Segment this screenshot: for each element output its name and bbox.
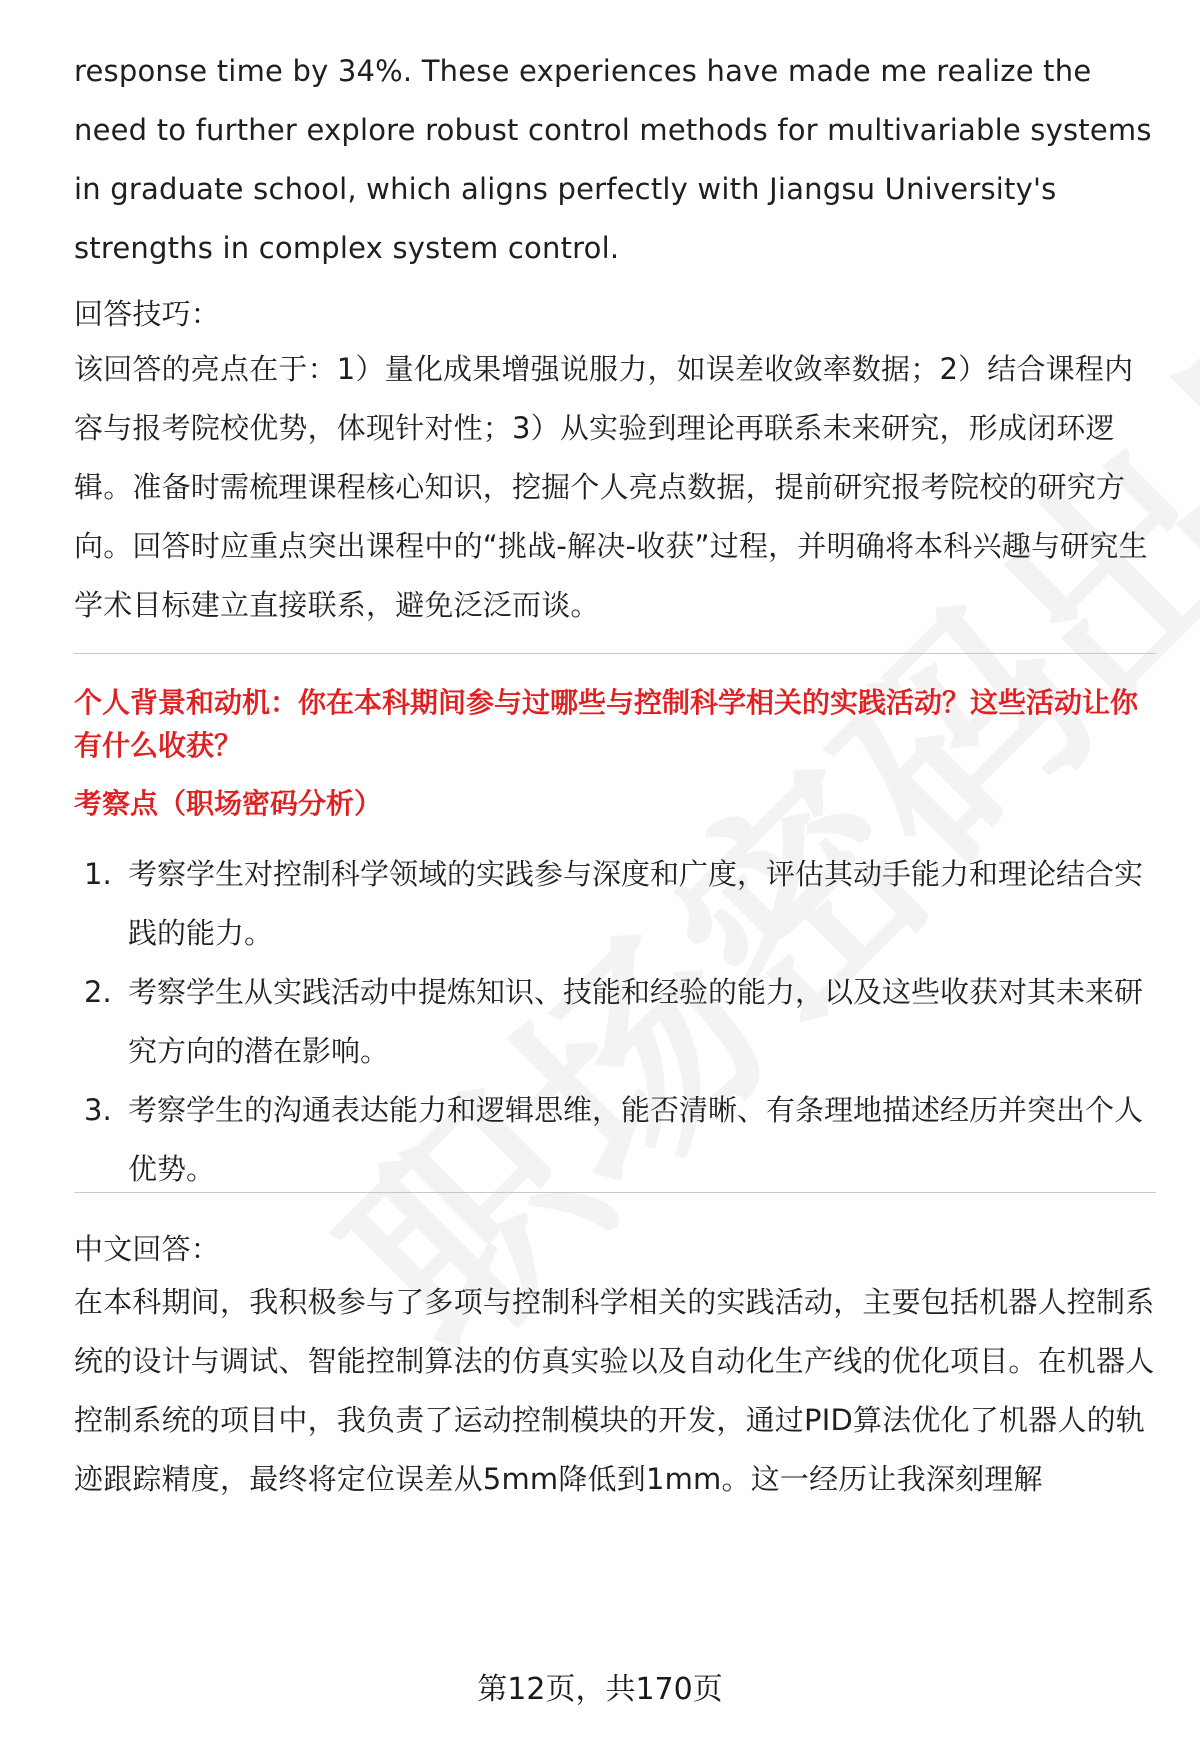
list-item bbox=[74, 963, 1156, 1081]
list-item-text: 考察学生的沟通表达能力和逻辑思维，能否清晰、有条理地描述经历并突出个人优势。 bbox=[128, 1093, 1144, 1186]
list-number: 1. bbox=[84, 857, 112, 891]
list-number: 2. bbox=[84, 975, 112, 1009]
list-number: 3. bbox=[84, 1093, 112, 1127]
divider bbox=[74, 1192, 1156, 1193]
page-number-footer: 第12页，共170页 bbox=[477, 1672, 723, 1707]
list-item-text: 考察学生对控制科学领域的实践参与深度和广度，评估其动手能力和理论结合实践的能力。 bbox=[128, 857, 1144, 950]
question-title: 个人背景和动机：你在本科期间参与过哪些与控制科学相关的实践活动？这些活动让你有什么收获？ bbox=[74, 686, 1139, 762]
list-item bbox=[74, 1081, 1156, 1199]
tips-label: 回答技巧： bbox=[74, 297, 221, 331]
answer-label: 中文回答： bbox=[74, 1232, 221, 1266]
list-item-text: 考察学生从实践活动中提炼知识、技能和经验的能力，以及这些收获对其未来研究方向的潜在影响。 bbox=[128, 975, 1144, 1068]
list-item bbox=[74, 845, 1156, 963]
focus-list bbox=[74, 845, 1156, 1199]
divider bbox=[74, 653, 1156, 654]
tips-text: 该回答的亮点在于：1）量化成果增强说服力，如误差收敛率数据；2）结合课程内容与报考院校优势，体现针对性；3）从实验到理论再联系未来研究，形成闭环逻辑。准备时需梳理课程核心知识，挖掘个人亮点数据，提前研究报考院校的研究方向。回答时应重点突出课程中的“挑战-解决-收获”过程，并明确将本科兴趣与研究生学术目标建立直接联系，避免泛泛而谈。 bbox=[74, 352, 1148, 622]
answer-text: 在本科期间，我积极参与了多项与控制科学相关的实践活动，主要包括机器人控制系统的设计与调试、智能控制算法的仿真实验以及自动化生产线的优化项目。在机器人控制系统的项目中，我负责了运动控制模块的开发，通过PID算法优化了机器人的轨迹跟踪精度，最终将定位误差从5mm降低到1mm。这一经历让我深刻理解 bbox=[74, 1285, 1155, 1496]
intro-paragraph: response time by 34%. These experiences have made me realize the need to further explore robust control methods for multivariable systems in graduate school, which aligns perfectly with Jiangsu University's strengths in complex system control. bbox=[74, 54, 1152, 265]
focus-heading: 考察点（职场密码分析） bbox=[74, 787, 383, 820]
